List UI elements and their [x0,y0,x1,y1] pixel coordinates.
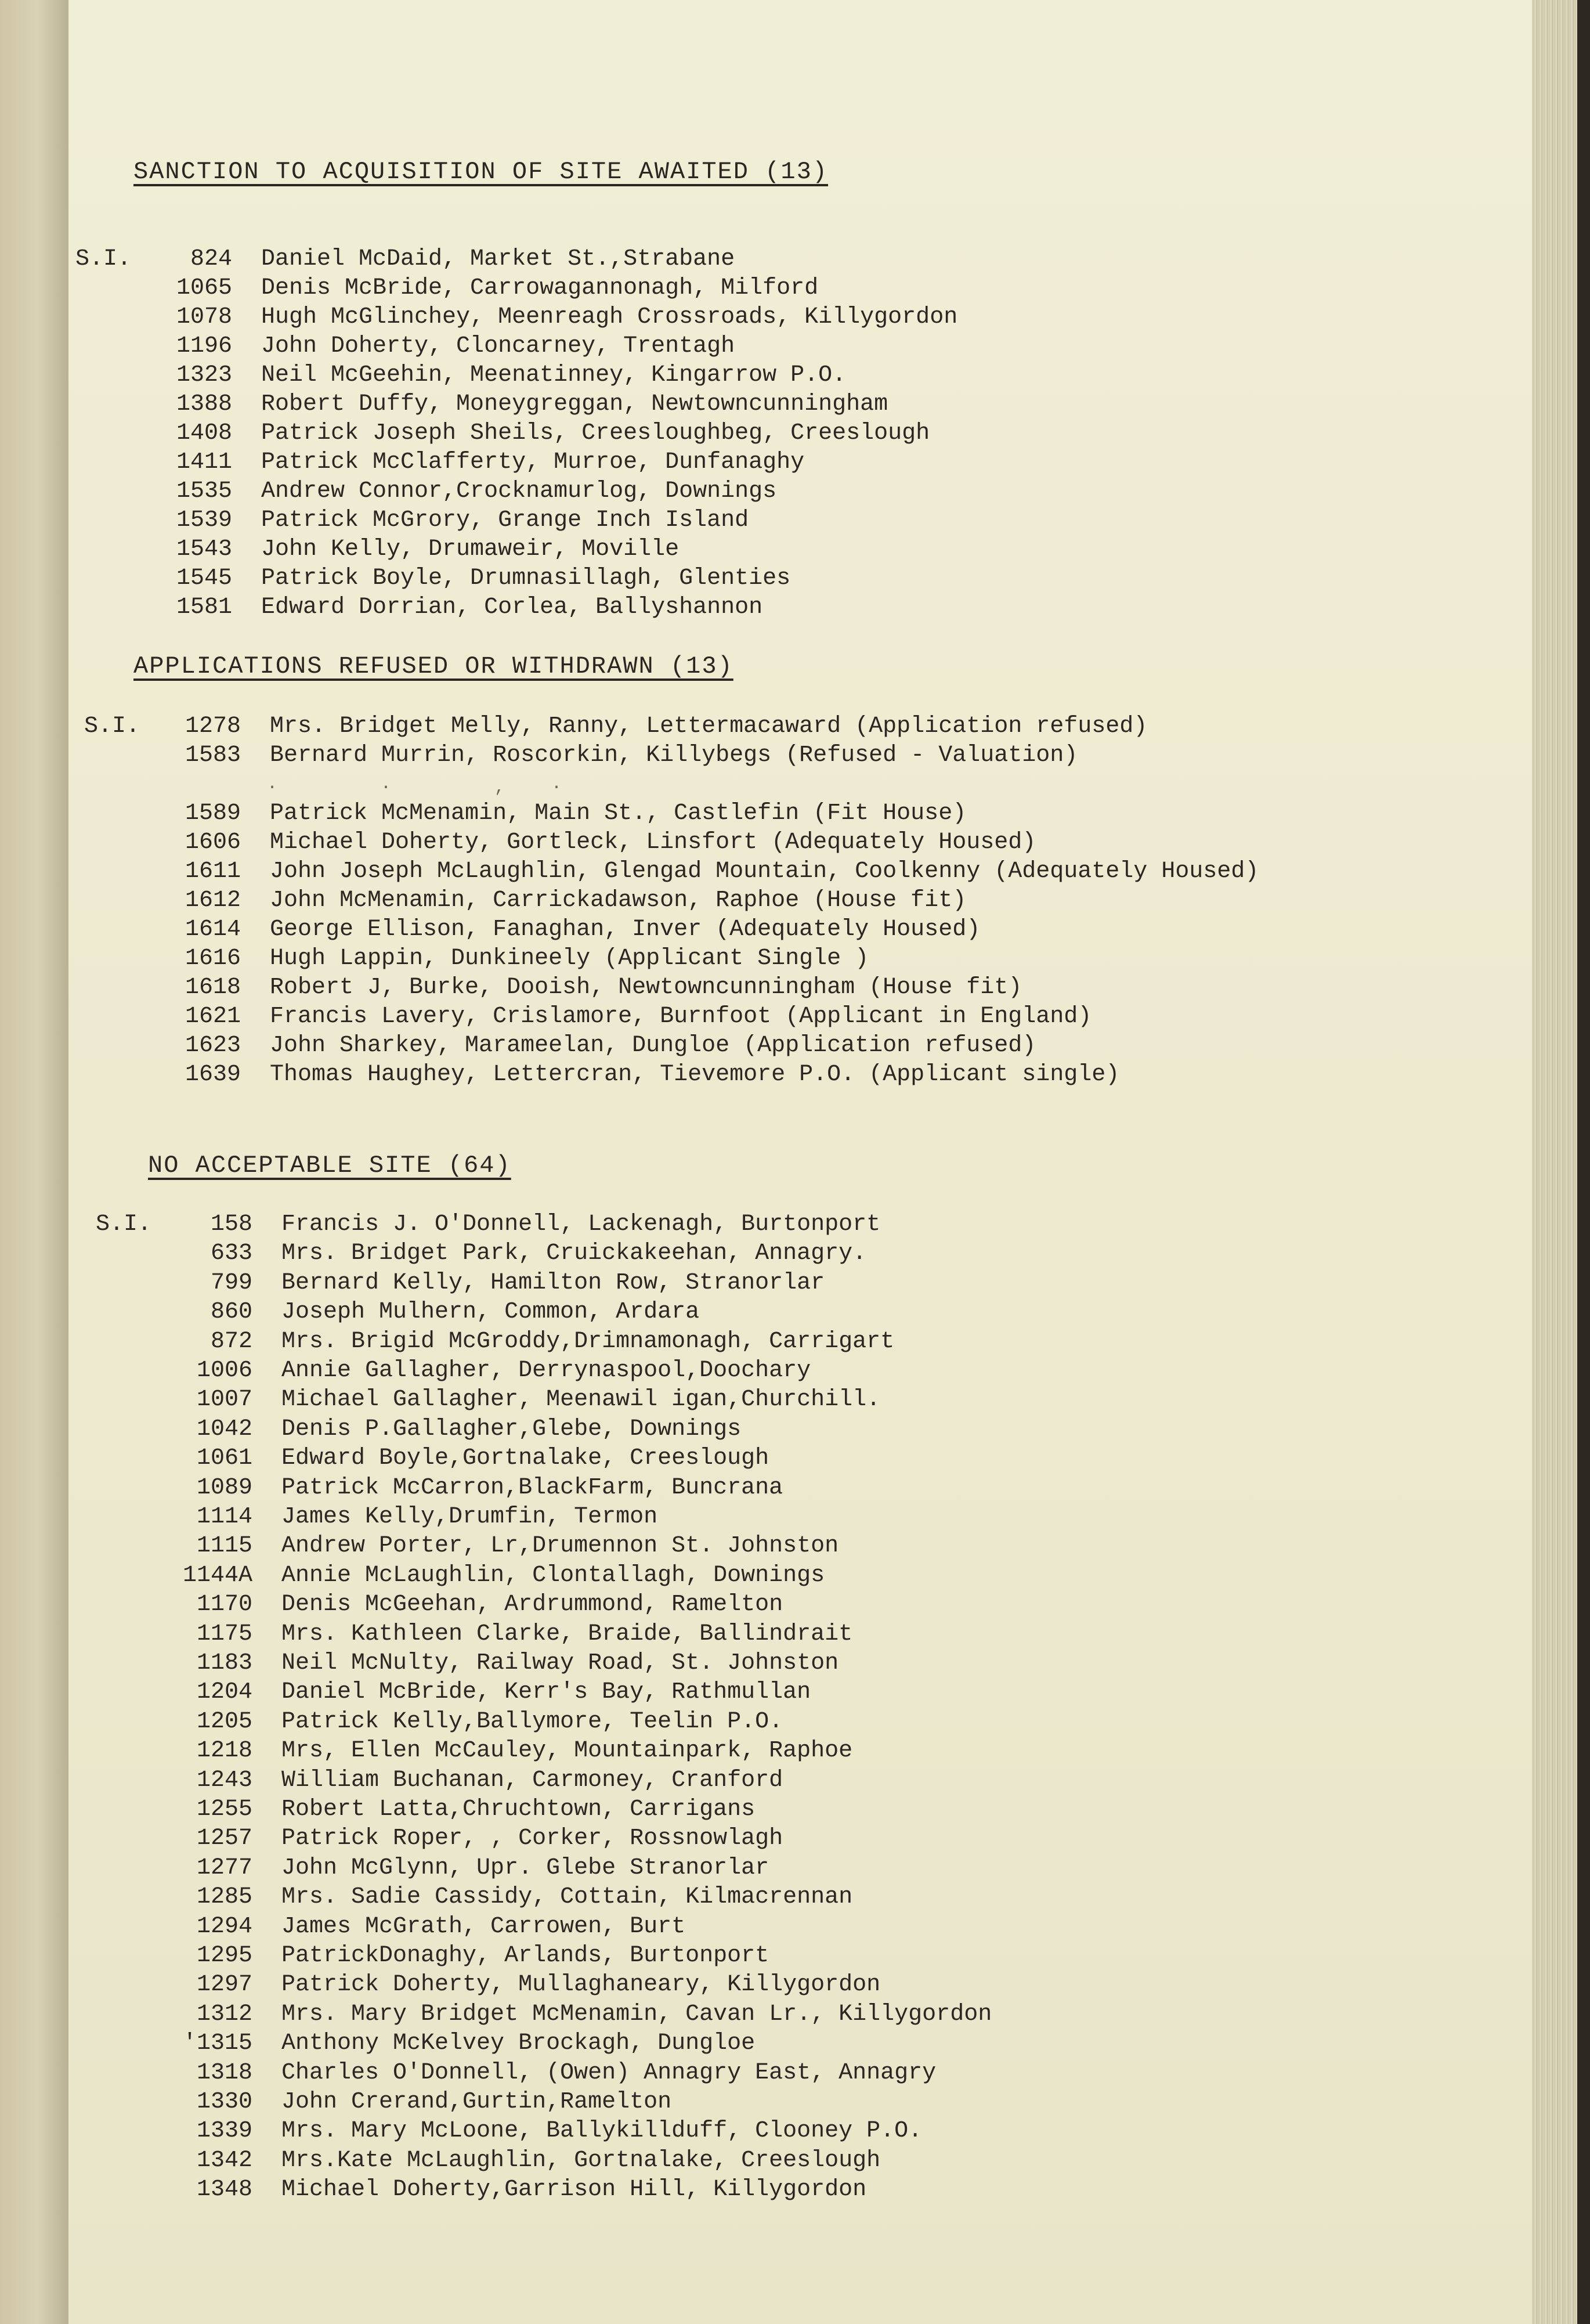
entry-text: Mrs. Mary Bridget McMenamin, Cavan Lr., Killygordon [281,2001,992,2027]
entry-text: Denis McBride, Carrowagannonagh, Milford [261,275,819,301]
entry-text: Edward Dorrian, Corlea, Ballyshannon [261,594,763,620]
entry-text: Mrs. Bridget Park, Cruickakeehan, Annagry. [281,1240,867,1267]
entry-text: Robert Latta,Chruchtown, Carrigans [281,1796,756,1823]
entry-text: Mrs. Bridget Melly, Ranny, Lettermacaward (Application refused) [270,713,1148,739]
entry-prefix: S.I. [84,713,140,739]
entry-number: 1339 [196,2118,252,2145]
entry-number: 1089 [196,1474,252,1501]
entry-text: Patrick McGrory, Grange Inch Island [261,507,749,533]
entry-text: John Sharkey, Marameelan, Dungloe (Application refused) [270,1033,1036,1059]
entry-text: Robert Duffy, Moneygreggan, Newtowncunningham [261,391,888,417]
entry-number: 1078 [176,304,232,330]
entry-text: Patrick Doherty, Mullaghaneary, Killygordon [281,1972,881,1998]
entry-number: 1061 [196,1445,252,1472]
entry-number: 1348 [196,2177,252,2203]
entry-number: 1144A [182,1562,252,1589]
entry-number: 1623 [185,1033,241,1059]
entry-number: 633 [210,1240,252,1267]
entry-text: Robert J, Burke, Dooish, Newtowncunningham (House fit) [270,975,1022,1001]
entry-text: Andrew Porter, Lr,Drumennon St. Johnston [281,1533,839,1560]
entry-number: 1205 [196,1708,252,1735]
section-heading: SANCTION TO ACQUISITION OF SITE AWAITED (13) [133,158,828,186]
entry-text: George Ellison, Fanaghan, Inver (Adequately Housed) [270,916,981,943]
entry-text: John Crerand,Gurtin,Ramelton [281,2089,672,2115]
entry-number: 1243 [196,1767,252,1793]
entry-number: 1606 [185,829,241,856]
book-cover-edge [1577,0,1590,2324]
entry-number: 1408 [176,420,232,446]
entry-text: Mrs. Brigid McGroddy,Drimnamonagh, Carrigart [281,1328,895,1355]
entry-text: James McGrath, Carrowen, Burt [281,1913,686,1940]
entry-text: Patrick Joseph Sheils, Creesloughbeg, Creeslough [261,420,930,446]
entry-text: Patrick Kelly,Ballymore, Teelin P.O. [281,1708,783,1735]
entry-number: 1388 [176,391,232,417]
left-page-edge [0,0,68,2324]
entry-text: John McGlynn, Upr. Glebe Stranorlar [281,1854,769,1881]
entry-text: Mrs.Kate McLaughlin, Gortnalake, Creeslough [281,2147,881,2174]
entry-text: Edward Boyle,Gortnalake, Creeslough [281,1445,769,1472]
entry-text: John Joseph McLaughlin, Glengad Mountain, Coolkenny (Adequately Housed) [270,858,1259,885]
entry-text: William Buchanan, Carmoney, Cranford [281,1767,783,1793]
entry-text: Daniel McDaid, Market St.,Strabane [261,246,735,272]
entry-text: Patrick McCarron,BlackFarm, Buncrana [281,1474,783,1501]
entry-number: 1183 [196,1650,252,1676]
entry-number: 1323 [176,362,232,388]
section-heading: APPLICATIONS REFUSED OR WITHDRAWN (13) [133,652,733,680]
entry-number: 1618 [185,975,241,1001]
entry-text: Michael Doherty, Gortleck, Linsfort (Adequately Housed) [270,829,1036,856]
entry-text: Annie Gallagher, Derrynaspool,Doochary [281,1358,811,1384]
entry-number: 1611 [185,858,241,885]
entry-number: 1539 [176,507,232,533]
entry-text: Bernard Kelly, Hamilton Row, Stranorlar [281,1269,825,1296]
entry-text: Francis J. O'Donnell, Lackenagh, Burtonport [281,1211,881,1237]
entry-text: Mrs. Sadie Cassidy, Cottain, Kilmacrennan [281,1884,853,1911]
entry-number: 1589 [185,800,241,827]
entry-prefix: S.I. [96,1211,152,1237]
entry-number: 824 [190,246,232,272]
entry-number: 872 [210,1328,252,1355]
entry-text: Denis McGeehan, Ardrummond, Ramelton [281,1592,783,1618]
entry-number: 1170 [196,1592,252,1618]
entry-text: Bernard Murrin, Roscorkin, Killybegs (Refused - Valuation) [270,742,1078,768]
entry-number: 799 [210,1269,252,1296]
entry-number: 1285 [196,1884,252,1911]
entry-number: 1330 [196,2089,252,2115]
entry-prefix: S.I. [75,246,132,272]
entry-text: John Kelly, Drumaweir, Moville [261,536,680,562]
entry-text: John McMenamin, Carrickadawson, Raphoe (House fit) [270,887,967,914]
entry-text: Hugh McGlinchey, Meenreagh Crossroads, Killygordon [261,304,958,330]
entry-text: Denis P.Gallagher,Glebe, Downings [281,1416,742,1442]
entry-number: 1278 [185,713,241,739]
entry-text: Mrs, Ellen McCauley, Mountainpark, Raphoe [281,1738,853,1764]
entry-text: Mrs. Kathleen Clarke, Braide, Ballindrait [281,1621,853,1647]
entry-text: Charles O'Donnell, (Owen) Annagry East, Annagry [281,2059,937,2086]
entry-text: Thomas Haughey, Lettercran, Tievemore P.O. (Applicant single) [270,1062,1120,1088]
entry-number: 1312 [196,2001,252,2027]
entry-text: Daniel McBride, Kerr's Bay, Rathmullan [281,1679,811,1706]
entry-text: Neil McNulty, Railway Road, St. Johnston [281,1650,839,1676]
stray-marks: · · ,· [267,778,609,797]
section-heading: NO ACCEPTABLE SITE (64) [148,1152,511,1179]
entry-text: Andrew Connor,Crocknamurlog, Downings [261,478,777,504]
entry-number: 1621 [185,1004,241,1030]
entry-number: 1543 [176,536,232,562]
entry-number: 1294 [196,1913,252,1940]
entry-number: 1204 [196,1679,252,1706]
entry-text: Francis Lavery, Crislamore, Burnfoot (Applicant in England) [270,1004,1092,1030]
entry-number: 1583 [185,742,241,768]
entry-number: 1255 [196,1796,252,1823]
entry-text: Annie McLaughlin, Clontallagh, Downings [281,1562,825,1589]
entry-number: 860 [210,1299,252,1326]
entry-text: Joseph Mulhern, Common, Ardara [281,1299,700,1326]
entry-text: Hugh Lappin, Dunkineely (Applicant Single ) [270,946,869,972]
entry-number: 1612 [185,887,241,914]
entry-number: 1277 [196,1854,252,1881]
entry-number: 1342 [196,2147,252,2174]
entry-number: 1196 [176,333,232,359]
entry-number: 1535 [176,478,232,504]
entry-text: Anthony McKelvey Brockagh, Dungloe [281,2030,756,2057]
entry-number: 1114 [196,1504,252,1530]
entry-number: 1639 [185,1062,241,1088]
entry-number: 1257 [196,1825,252,1852]
entry-text: James Kelly,Drumfin, Termon [281,1504,658,1530]
entry-text: Patrick Boyle, Drumnasillagh, Glenties [261,565,791,591]
entry-text: Michael Doherty,Garrison Hill, Killygordon [281,2177,867,2203]
entry-number: 1545 [176,565,232,591]
entry-number: 1411 [176,449,232,475]
entry-number: 1581 [176,594,232,620]
entry-number: 1614 [185,916,241,943]
entry-number: 1616 [185,946,241,972]
entry-number: 158 [210,1211,252,1237]
entry-text: Neil McGeehin, Meenatinney, Kingarrow P.O. [261,362,847,388]
entry-number: 1218 [196,1738,252,1764]
entry-number: '1315 [182,2030,252,2057]
entry-text: Patrick McClafferty, Murroe, Dunfanaghy [261,449,805,475]
entry-number: 1065 [176,275,232,301]
entry-text: Mrs. Mary McLoone, Ballykillduff, Clooney P.O. [281,2118,923,2145]
entry-number: 1115 [196,1533,252,1560]
entry-number: 1042 [196,1416,252,1442]
entry-number: 1007 [196,1387,252,1413]
entry-text: PatrickDonaghy, Arlands, Burtonport [281,1943,769,1969]
entry-number: 1006 [196,1358,252,1384]
page-stack-edge [1532,0,1584,2324]
entry-number: 1318 [196,2059,252,2086]
entry-text: John Doherty, Cloncarney, Trentagh [261,333,735,359]
entry-number: 1295 [196,1943,252,1969]
entry-text: Patrick Roper, , Corker, Rossnowlagh [281,1825,783,1852]
entry-text: Patrick McMenamin, Main St., Castlefin (Fit House) [270,800,967,827]
entry-text: Michael Gallagher, Meenawil igan,Churchill. [281,1387,881,1413]
entry-number: 1297 [196,1972,252,1998]
entry-number: 1175 [196,1621,252,1647]
